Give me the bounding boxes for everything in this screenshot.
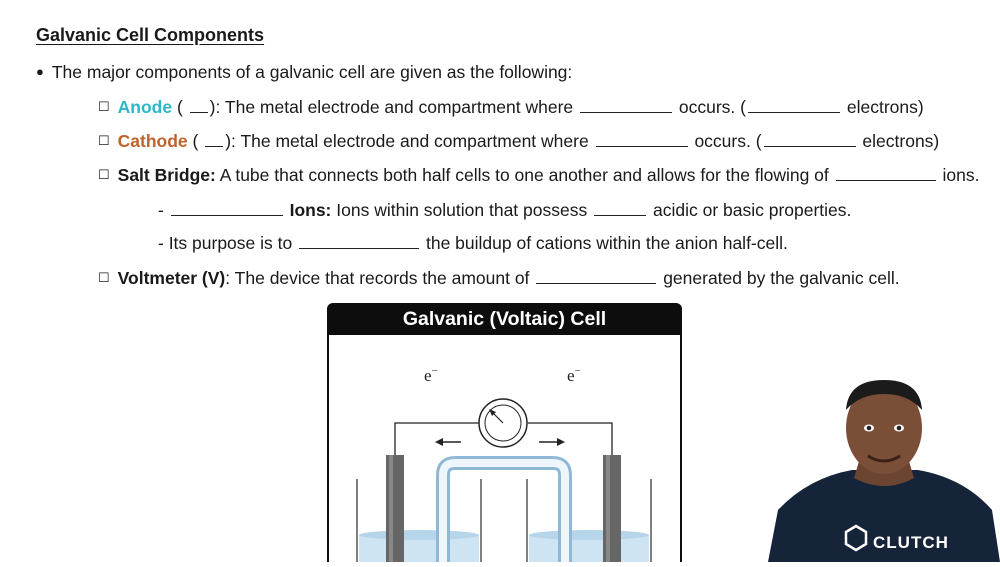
arrow-right-icon [539,438,565,446]
cathode-blank-1 [205,130,223,147]
ions-desc: Ions within solution that possess [331,200,588,220]
ions-blank-2 [594,199,646,216]
cathode-blank-3 [764,130,856,147]
cathode-blank-2 [596,130,688,147]
purpose-blank [299,232,419,249]
anode-blank-3 [748,96,840,113]
purpose-rest: the buildup of cations within the anion half-cell. [425,233,788,253]
intro-line [36,61,572,85]
cathode-term: Cathode [117,131,188,151]
ions-dash: - [158,200,164,220]
beaker-right [527,479,651,562]
cathode-line [98,130,939,154]
voltmeter-icon [479,399,527,447]
cathode-open: ( [187,131,204,151]
anode-line [98,96,924,120]
galvanic-cell-diagram [327,303,682,562]
anode-desc: ): The metal electrode and compartment where [209,97,574,117]
salt-bridge-desc: A tube that connects both half cells to one another and allows for the flowing of [215,165,829,185]
cell-illustration [329,335,680,562]
ions-line [158,199,851,221]
cathode-electrons: electrons) [862,131,940,151]
voltmeter-blank [536,267,656,284]
checkbox-icon: ☐ [98,270,110,285]
cathode-electrode [603,455,621,562]
anode-electrons: electrons) [846,97,924,117]
diagram-title: Galvanic (Voltaic) Cell [327,303,682,335]
voltmeter-rest: generated by the galvanic cell. [663,268,900,288]
purpose-text: - Its purpose is to [158,233,293,253]
anode-blank-2 [580,96,672,113]
electron-label-right: e− [567,365,581,385]
presenter-illustration [768,370,1000,562]
clutch-logo-text: CLUTCH [873,533,949,552]
electron-label-left: e− [424,365,438,385]
diagram-body [327,335,682,562]
checkbox-icon: ☐ [98,167,110,182]
cathode-occurs: occurs. ( [694,131,762,151]
cathode-desc: ): The metal electrode and compartment where [225,131,589,151]
salt-bridge-term: Salt Bridge: [117,165,216,185]
beaker-left [357,479,481,562]
anode-occurs: occurs. ( [678,97,746,117]
ions-term: Ions: [289,200,332,220]
purpose-line [158,232,788,254]
page-title: Galvanic Cell Components [36,25,265,45]
voltmeter-desc: : The device that records the amount of [225,268,530,288]
intro-text: The major components of a galvanic cell are given as the following: [51,62,573,82]
anode-electrode [386,455,404,562]
bullet-icon: ● [36,64,44,79]
salt-bridge-blank [836,164,936,181]
anode-term: Anode [117,97,173,117]
presenter-video [768,370,1000,562]
anode-open: ( [172,97,188,117]
checkbox-icon: ☐ [98,133,110,148]
voltmeter-term: Voltmeter (V) [117,268,226,288]
ions-rest: acidic or basic properties. [652,200,852,220]
salt-bridge-ions: ions. [942,165,980,185]
ions-blank-1 [171,199,283,216]
anode-blank-1 [190,96,208,113]
voltmeter-line [98,267,900,291]
arrow-left-icon [435,438,461,446]
salt-bridge-line [98,164,980,188]
checkbox-icon: ☐ [98,99,110,114]
